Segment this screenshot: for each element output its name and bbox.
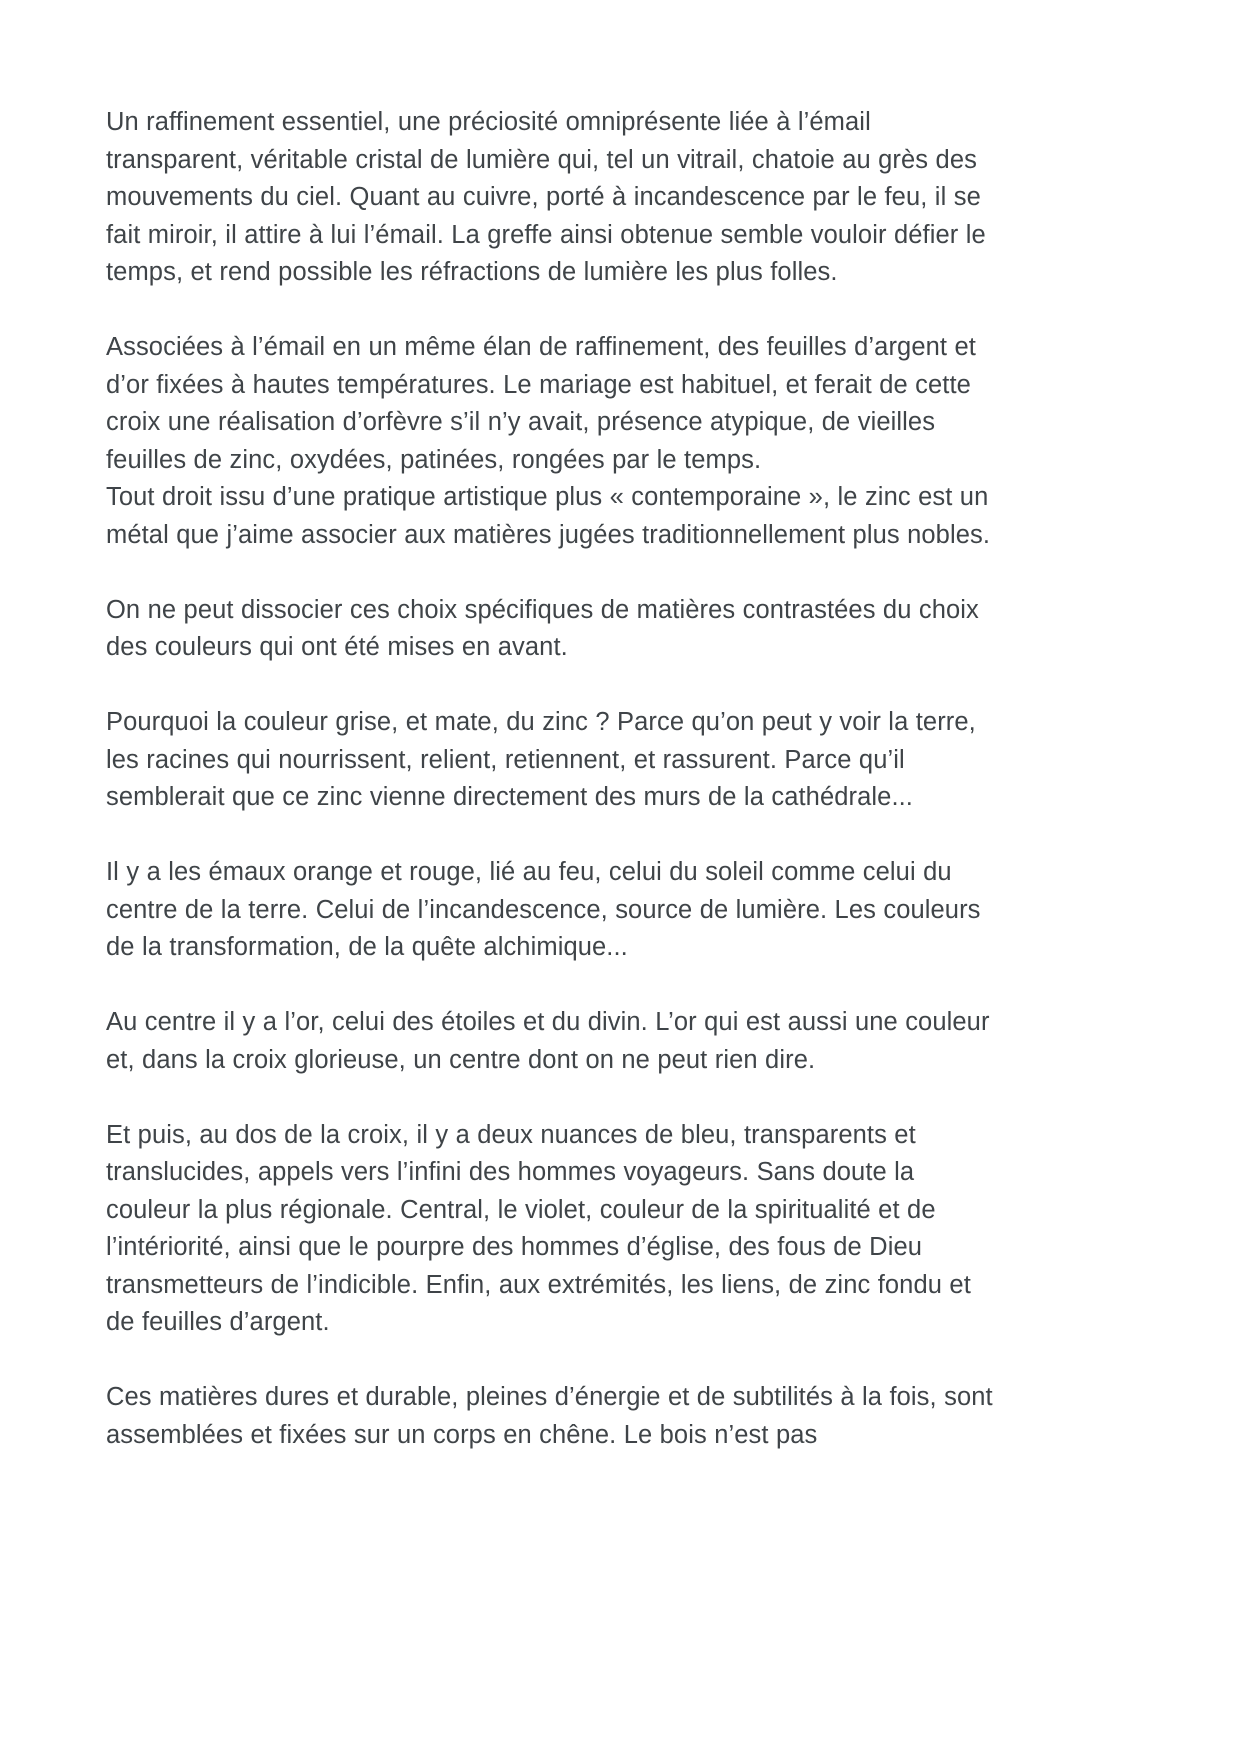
paragraph-5: Pourquoi la couleur grise, et mate, du zinc ? Parce qu’on peut y voir la terre, les racines qui nourrissent, relient, retiennent, et rassurent. Parce qu’il semblerait que ce zinc vienne directement des murs de la cathédrale... — [106, 708, 984, 811]
paragraph-9: Ces matières dures et durable, pleines d’énergie et de subtilités à la fois, sont assemblées et fixées sur un corps en chêne. Le bois n’est pas — [106, 1383, 1001, 1449]
paragraph-2: Associées à l’émail en un même élan de raffinement, des feuilles d’argent et d’or fixées à hautes températures. Le mariage est habituel, et ferait de cette croix une réalisation d’orfèvre s’il n’y avait, présence atypique, de vieilles feuilles de zinc, oxydées, patinées, rongées par le temps. — [106, 333, 984, 474]
paragraph-1: Un raffinement essentiel, une préciosité omniprésente liée à l’émail transparent, véritable cristal de lumière qui, tel un vitrail, chatoie au grès des mouvements du ciel. Quant au cuivre, porté à incandescence par le feu, il se fait miroir, il attire à lui l’émail. La greffe ainsi obtenue semble vouloir défier le temps, et rend possible les réfractions de lumière les plus folles. — [106, 108, 994, 286]
paragraph-7: Au centre il y a l’or, celui des étoiles et du divin. L’or qui est aussi une couleur et, dans la croix glorieuse, un centre dont on ne peut rien dire. — [106, 1008, 997, 1074]
paragraph-3: Tout droit issu d’une pratique artistique plus « contemporaine », le zinc est un métal que j’aime associer aux matières jugées traditionnellement plus nobles. — [106, 483, 996, 549]
paragraph-4: On ne peut dissocier ces choix spécifiques de matières contrastées du choix des couleurs qui ont été mises en avant. — [106, 595, 987, 661]
paragraph-8: Et puis, au dos de la croix, il y a deux nuances de bleu, transparents et translucides, appels vers l’infini des hommes voyageurs. Sans doute la couleur la plus régionale. Central, le violet, couleur de la spiritualité et de l’intériorité, ainsi que le pourpre des hommes d’église, des fous de Dieu transmetteurs de l’indicible. Enfin, aux extrémités, les liens, de zinc fondu et de feuilles d’argent. — [106, 1120, 979, 1336]
document-text-body — [106, 104, 1000, 1454]
paragraph-6: Il y a les émaux orange et rouge, lié au feu, celui du soleil comme celui du centre de la terre. Celui de l’incandescence, source de lumière. Les couleurs de la transformation, de la quête alchimique... — [106, 858, 988, 961]
